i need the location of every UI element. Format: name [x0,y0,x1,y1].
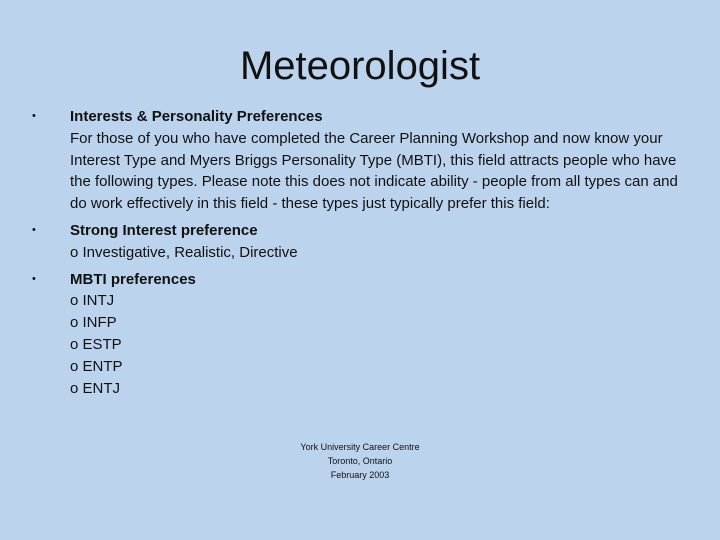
sub-item: o Investigative, Realistic, Directive [70,243,298,261]
bullet-heading: MBTI preferences [70,270,196,288]
bullet-heading: Interests & Personality Preferences [70,108,323,125]
footer-date: February 2003 [330,470,390,480]
bullet-item-strong-interest [32,220,682,264]
sub-item: o ENTJ [70,379,121,397]
bullet-icon: • [32,110,36,122]
bullet-item-mbti [32,269,682,400]
footer-location: Toronto, Ontario [327,456,393,466]
bullet-text: For those of you who have completed the Career Planning Workshop and now know your Interest Type and Myers Briggs Personality Type (MBTI), this field attracts people who have the following types. Please note this does not indicate ability - people from all types can and do work effectively in this field - these types just typically prefer this field: [70,129,678,213]
bullet-icon: • [32,272,36,285]
footer [0,440,720,482]
footer-organization: York University Career Centre [300,442,420,452]
bullet-item-interests [32,106,682,215]
sub-item: o ENTP [70,357,123,375]
bullet-heading: Strong Interest preference [70,221,258,239]
sub-item: o INFP [70,314,117,332]
slide-title: Meteorologist [239,44,481,88]
bullet-icon: • [32,223,36,236]
sub-item: o ESTP [70,335,122,353]
bullet-list [32,106,682,404]
sub-item: o INTJ [70,292,115,310]
